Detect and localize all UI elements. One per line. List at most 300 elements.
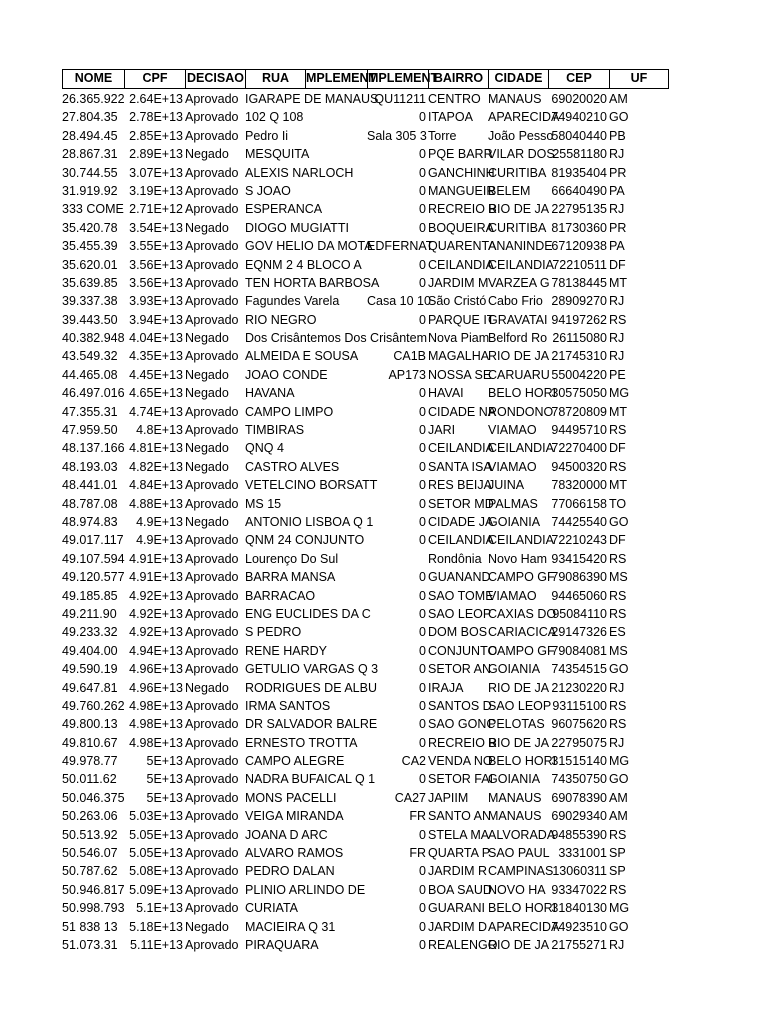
cell-bairro[interactable]: DOM BOS <box>428 625 488 640</box>
cell-cpf[interactable]: 5E+13 <box>146 790 183 805</box>
cell-uf[interactable]: RS <box>609 588 627 603</box>
cell-complemento[interactable]: 0 <box>419 386 426 401</box>
cell-uf[interactable]: GO <box>609 662 629 677</box>
cell-uf[interactable]: ES <box>609 625 626 640</box>
cell-rua[interactable]: RODRIGUES DE ALBU <box>245 680 377 695</box>
cell-cpf[interactable]: 2.78E+13 <box>129 110 183 125</box>
cell-cep[interactable]: 66640490 <box>551 183 607 198</box>
cell-rua[interactable]: ERNESTO TROTTA <box>245 735 358 750</box>
cell-decisao[interactable]: Aprovado <box>185 772 239 787</box>
cell-decisao[interactable]: Aprovado <box>185 717 239 732</box>
cell-cep[interactable]: 93347022 <box>551 882 607 897</box>
cell-rua[interactable]: MESQUITA <box>245 147 310 162</box>
cell-cep[interactable]: 74354515 <box>551 662 607 677</box>
cell-cep[interactable]: 74350750 <box>551 772 607 787</box>
cell-decisao[interactable]: Negado <box>185 386 229 401</box>
cell-cep[interactable]: 77066158 <box>551 496 607 511</box>
cell-complemento[interactable]: 0 <box>419 533 426 548</box>
header-rua[interactable]: RUA <box>245 69 305 89</box>
cell-cidade[interactable]: RIO DE JA <box>488 680 550 695</box>
cell-uf[interactable]: RS <box>609 551 627 566</box>
cell-cpf[interactable]: 2.85E+13 <box>129 128 183 143</box>
cell-nome[interactable]: 49.760.262 <box>62 698 125 713</box>
cell-nome[interactable]: 35.455.39 <box>62 239 118 254</box>
cell-complemento[interactable]: 0 <box>419 423 426 438</box>
cell-bairro[interactable]: QUARENTA <box>428 239 497 254</box>
cell-decisao[interactable]: Aprovado <box>185 551 239 566</box>
cell-rua[interactable]: MS 15 <box>245 496 282 511</box>
cell-uf[interactable]: MT <box>609 404 628 419</box>
header-cpf[interactable]: CPF <box>124 69 185 89</box>
cell-decisao[interactable]: Aprovado <box>185 294 239 309</box>
cell-nome[interactable]: 51.073.31 <box>62 937 118 952</box>
cell-cidade[interactable]: CARIACICA <box>488 625 557 640</box>
cell-cep[interactable]: 94465060 <box>551 588 607 603</box>
cell-nome[interactable]: 48.137.166 <box>62 441 125 456</box>
cell-uf[interactable]: RS <box>609 717 627 732</box>
cell-nome[interactable]: 51 838 13 <box>62 919 118 934</box>
cell-cidade[interactable]: GOIANIA <box>488 772 541 787</box>
cell-bairro[interactable]: HAVAI <box>428 386 464 401</box>
cell-cep[interactable]: 81935404 <box>551 165 607 180</box>
cell-uf[interactable]: RJ <box>609 735 625 750</box>
cell-bairro[interactable]: STELA MA <box>428 827 490 842</box>
cell-cpf[interactable]: 4.92E+13 <box>129 625 183 640</box>
cell-cidade[interactable]: CEILANDIA <box>488 257 554 272</box>
cell-nome[interactable]: 49.590.19 <box>62 662 118 677</box>
cell-bairro[interactable]: CEILANDIA <box>428 533 494 548</box>
cell-bairro[interactable]: NOSSA SE <box>428 367 492 382</box>
cell-rua[interactable]: S JOAO <box>245 183 291 198</box>
cell-rua[interactable]: S PEDRO <box>245 625 302 640</box>
cell-uf[interactable]: RJ <box>609 294 625 309</box>
cell-cpf[interactable]: 4.74E+13 <box>129 404 183 419</box>
cell-rua[interactable]: GETULIO VARGAS Q 3 <box>245 662 379 677</box>
cell-nome[interactable]: 49.107.594 <box>62 551 125 566</box>
cell-rua[interactable]: 102 Q 108 <box>245 110 304 125</box>
cell-nome[interactable]: 50.513.92 <box>62 827 118 842</box>
cell-rua[interactable]: ALVARO RAMOS <box>245 846 344 861</box>
cell-cidade[interactable]: SAO PAUL <box>488 846 550 861</box>
cell-cep[interactable]: 79084081 <box>551 643 607 658</box>
cell-rua[interactable]: TIMBIRAS <box>245 423 305 438</box>
cell-cep[interactable]: 31840130 <box>551 901 607 916</box>
cell-cep[interactable]: 55004220 <box>551 367 607 382</box>
cell-cidade[interactable]: MANAUS <box>488 790 542 805</box>
cell-rua[interactable]: PIRAQUARA <box>245 937 319 952</box>
cell-complemento[interactable] <box>367 550 428 568</box>
cell-uf[interactable]: RS <box>609 606 627 621</box>
cell-complemento[interactable]: 0 <box>419 165 426 180</box>
cell-decisao[interactable]: Aprovado <box>185 790 239 805</box>
cell-uf[interactable]: PR <box>609 165 627 180</box>
cell-nome[interactable]: 48.193.03 <box>62 459 118 474</box>
cell-cidade[interactable]: BELO HORI <box>488 901 557 916</box>
cell-cpf[interactable]: 3.54E+13 <box>129 220 183 235</box>
cell-cpf[interactable]: 3.07E+13 <box>129 165 183 180</box>
cell-bairro[interactable]: CEILANDIA <box>428 441 494 456</box>
cell-cep[interactable]: 21755271 <box>551 937 607 952</box>
cell-complemento[interactable]: QU11211 <box>374 92 426 106</box>
cell-rua[interactable]: BARRA MANSA <box>245 570 336 585</box>
cell-bairro[interactable]: Nova Piam <box>428 331 490 346</box>
cell-bairro[interactable]: SANTO AN <box>428 809 491 824</box>
cell-bairro[interactable]: CIDADE NA <box>428 404 497 419</box>
cell-complemento[interactable] <box>367 329 428 347</box>
cell-cpf[interactable]: 4.96E+13 <box>129 680 183 695</box>
cell-nome[interactable]: 49.978.77 <box>62 754 118 769</box>
cell-rua[interactable]: JOANA D ARC <box>245 827 328 842</box>
cell-cep[interactable]: 72270400 <box>551 441 607 456</box>
cell-decisao[interactable]: Aprovado <box>185 257 239 272</box>
cell-rua[interactable]: Lourenço Do Sul <box>245 551 339 566</box>
cell-bairro[interactable]: ITAPOA <box>428 110 473 125</box>
cell-bairro[interactable]: CEILANDIA <box>428 257 494 272</box>
cell-complemento[interactable]: 0 <box>419 312 426 327</box>
cell-cidade[interactable]: PELOTAS <box>488 717 545 732</box>
cell-cpf[interactable]: 4.94E+13 <box>129 643 183 658</box>
header-uf[interactable]: UF <box>609 69 669 89</box>
cell-complemento[interactable]: 0 <box>419 901 426 916</box>
cell-nome[interactable]: 49.185.85 <box>62 588 118 603</box>
cell-nome[interactable]: 50.011.62 <box>62 772 117 787</box>
cell-uf[interactable]: MT <box>609 275 628 290</box>
cell-cidade[interactable]: João Pesso <box>488 128 554 143</box>
cell-cidade[interactable]: CURITIBA <box>488 220 547 235</box>
cell-bairro[interactable]: CENTRO <box>428 92 481 106</box>
cell-rua[interactable]: Dos Crisântemos Dos Crisântem <box>245 331 427 346</box>
cell-cidade[interactable]: CAMPO GF <box>488 570 555 585</box>
cell-uf[interactable]: GO <box>609 110 629 125</box>
cell-cidade[interactable]: Belford Ro <box>488 331 548 346</box>
cell-bairro[interactable]: SAO GONC <box>428 717 496 732</box>
cell-cpf[interactable]: 3.55E+13 <box>129 239 183 254</box>
cell-nome[interactable]: 48.441.01 <box>62 478 118 493</box>
cell-rua[interactable]: VETELCINO BORSATT <box>245 478 378 493</box>
cell-uf[interactable]: RJ <box>609 349 625 364</box>
cell-nome[interactable]: 49.120.577 <box>62 570 125 585</box>
cell-cidade[interactable]: RIO DE JA <box>488 202 550 217</box>
cell-cpf[interactable]: 2.64E+13 <box>129 92 183 106</box>
cell-cidade[interactable]: MANAUS <box>488 92 542 106</box>
cell-decisao[interactable]: Negado <box>185 147 229 162</box>
cell-cpf[interactable]: 4.91E+13 <box>129 570 183 585</box>
cell-bairro[interactable]: PARQUE IT <box>428 312 495 327</box>
cell-cidade[interactable]: Cabo Frio <box>488 294 543 309</box>
cell-nome[interactable]: 47.355.31 <box>62 404 118 419</box>
cell-cidade[interactable]: CARUARU <box>488 367 550 382</box>
cell-complemento[interactable]: 0 <box>419 478 426 493</box>
cell-cidade[interactable]: BELO HORI <box>488 386 557 401</box>
cell-cpf[interactable]: 4.8E+13 <box>136 423 183 438</box>
cell-bairro[interactable]: Rondônia <box>428 551 482 566</box>
cell-cidade[interactable]: GOIANIA <box>488 514 541 529</box>
cell-bairro[interactable]: VENDA NO <box>428 754 493 769</box>
cell-nome[interactable]: 40.382.948 <box>62 331 125 346</box>
cell-uf[interactable]: PR <box>609 220 627 235</box>
cell-decisao[interactable]: Aprovado <box>185 349 239 364</box>
cell-bairro[interactable]: JARDIM R <box>428 864 488 879</box>
cell-rua[interactable]: MACIEIRA Q 31 <box>245 919 336 934</box>
header-cep[interactable]: CEP <box>548 69 609 89</box>
cell-cpf[interactable]: 5.18E+13 <box>129 919 183 934</box>
cell-complemento[interactable]: 0 <box>419 110 426 125</box>
cell-rua[interactable]: RIO NEGRO <box>245 312 317 327</box>
cell-decisao[interactable]: Aprovado <box>185 606 239 621</box>
cell-complemento[interactable]: 0 <box>419 514 426 529</box>
cell-bairro[interactable]: JARDIM M <box>428 275 489 290</box>
cell-cpf[interactable]: 3.94E+13 <box>129 312 183 327</box>
cell-complemento[interactable]: CA27 <box>394 790 426 805</box>
cell-cep[interactable]: 21745310 <box>551 349 607 364</box>
cell-rua[interactable]: ENG EUCLIDES DA C <box>245 606 371 621</box>
cell-rua[interactable]: PLINIO ARLINDO DE <box>245 882 366 897</box>
cell-cep[interactable]: 78138445 <box>551 275 607 290</box>
cell-decisao[interactable]: Aprovado <box>185 754 239 769</box>
cell-complemento[interactable]: Sala 305 3 <box>367 128 427 143</box>
cell-decisao[interactable]: Aprovado <box>185 882 239 897</box>
cell-cidade[interactable]: CEILANDIA <box>488 533 554 548</box>
cell-cep[interactable]: 78720809 <box>551 404 607 419</box>
cell-nome[interactable]: 49.404.00 <box>62 643 118 658</box>
cell-cpf[interactable]: 5.03E+13 <box>129 809 183 824</box>
cell-cidade[interactable]: CAMPO GF <box>488 643 555 658</box>
cell-nome[interactable]: 49.800.13 <box>62 717 118 732</box>
cell-cidade[interactable]: VILAR DOS <box>488 147 555 162</box>
cell-complemento[interactable]: 0 <box>419 882 426 897</box>
cell-nome[interactable]: 50.546.07 <box>62 846 118 861</box>
cell-nome[interactable]: 48.974.83 <box>62 514 118 529</box>
cell-complemento[interactable]: 0 <box>419 827 426 842</box>
cell-complemento[interactable]: 0 <box>419 570 426 585</box>
cell-complemento[interactable]: 0 <box>419 643 426 658</box>
cell-complemento[interactable]: 0 <box>419 183 426 198</box>
cell-rua[interactable]: ALMEIDA E SOUSA <box>245 349 359 364</box>
cell-complemento[interactable]: 0 <box>419 735 426 750</box>
cell-decisao[interactable]: Aprovado <box>185 846 239 861</box>
cell-rua[interactable]: GOV HELIO DA MOTA <box>245 239 373 254</box>
cell-cidade[interactable]: RIO DE JA <box>488 349 550 364</box>
cell-cidade[interactable]: VIAMAO <box>488 588 537 603</box>
cell-uf[interactable]: MG <box>609 901 630 916</box>
cell-bairro[interactable]: RECREIO B <box>428 735 497 750</box>
cell-cidade[interactable]: ANANINDE <box>488 239 553 254</box>
cell-rua[interactable]: Pedro Ii <box>245 128 289 143</box>
cell-uf[interactable]: MG <box>609 754 630 769</box>
cell-decisao[interactable]: Aprovado <box>185 496 239 511</box>
cell-decisao[interactable]: Aprovado <box>185 827 239 842</box>
cell-bairro[interactable]: MANGUEIR <box>428 183 496 198</box>
cell-complemento[interactable]: 0 <box>419 404 426 419</box>
cell-cidade[interactable]: JUINA <box>488 478 525 493</box>
cell-cpf[interactable]: 4.65E+13 <box>129 386 183 401</box>
cell-cep[interactable]: 79086390 <box>551 570 607 585</box>
cell-complemento[interactable]: Casa 10 10 <box>367 294 431 309</box>
cell-cep[interactable]: 31515140 <box>551 754 607 769</box>
cell-bairro[interactable]: CONJUNTO <box>428 643 498 658</box>
cell-rua[interactable]: ALEXIS NARLOCH <box>245 165 354 180</box>
cell-nome[interactable]: 50.787.62 <box>62 864 118 879</box>
cell-uf[interactable]: MG <box>609 386 630 401</box>
cell-uf[interactable]: GO <box>609 919 629 934</box>
cell-cpf[interactable]: 5.08E+13 <box>129 864 183 879</box>
cell-cpf[interactable]: 3.93E+13 <box>129 294 183 309</box>
cell-cep[interactable]: 96075620 <box>551 717 607 732</box>
cell-cep[interactable]: 94495710 <box>551 423 607 438</box>
cell-rua[interactable]: PEDRO DALAN <box>245 864 335 879</box>
cell-uf[interactable]: RJ <box>609 331 625 346</box>
cell-bairro[interactable]: SAO LEOP <box>428 606 492 621</box>
cell-uf[interactable]: MS <box>609 643 628 658</box>
cell-cpf[interactable]: 4.82E+13 <box>129 459 183 474</box>
cell-nome[interactable]: 50.046.375 <box>62 790 125 805</box>
cell-complemento[interactable]: 0 <box>419 937 426 952</box>
cell-nome[interactable]: 49.810.67 <box>62 735 118 750</box>
cell-cpf[interactable]: 4.98E+13 <box>129 735 183 750</box>
cell-nome[interactable]: 50.998.793 <box>62 901 125 916</box>
cell-complemento[interactable]: 0 <box>419 662 426 677</box>
cell-complemento[interactable]: 0 <box>419 496 426 511</box>
cell-cpf[interactable]: 4.04E+13 <box>129 331 183 346</box>
cell-cep[interactable]: 3331001 <box>558 846 607 861</box>
cell-cpf[interactable]: 4.91E+13 <box>129 551 183 566</box>
cell-bairro[interactable]: RECREIO B <box>428 202 497 217</box>
cell-rua[interactable]: JOAO CONDE <box>245 367 328 382</box>
cell-cep[interactable]: 26115080 <box>552 331 607 346</box>
cell-bairro[interactable]: IRAJA <box>428 680 464 695</box>
cell-complemento[interactable]: 0 <box>419 147 426 162</box>
cell-cpf[interactable]: 4.92E+13 <box>129 606 183 621</box>
cell-nome[interactable]: 28.494.45 <box>62 128 118 143</box>
cell-complemento[interactable]: 0 <box>419 680 426 695</box>
cell-rua[interactable]: ANTONIO LISBOA Q 1 <box>245 514 374 529</box>
cell-decisao[interactable]: Aprovado <box>185 937 239 952</box>
cell-cpf[interactable]: 4.9E+13 <box>136 514 183 529</box>
cell-nome[interactable]: 44.465.08 <box>62 367 118 382</box>
cell-cidade[interactable]: BELO HORI <box>488 754 557 769</box>
cell-bairro[interactable]: SETOR FAI <box>428 772 494 787</box>
cell-complemento[interactable]: 0 <box>419 919 426 934</box>
cell-decisao[interactable]: Aprovado <box>185 570 239 585</box>
cell-cidade[interactable]: RONDONO <box>488 404 554 419</box>
cell-cpf[interactable]: 4.81E+13 <box>129 441 183 456</box>
cell-uf[interactable]: MS <box>609 570 628 585</box>
cell-nome[interactable]: 47.959.50 <box>62 423 118 438</box>
cell-uf[interactable]: AM <box>609 92 628 106</box>
cell-cpf[interactable]: 4.92E+13 <box>129 588 183 603</box>
cell-cpf[interactable]: 3.19E+13 <box>129 183 183 198</box>
cell-uf[interactable]: PE <box>609 367 626 382</box>
cell-decisao[interactable]: Negado <box>185 680 229 695</box>
cell-uf[interactable]: DF <box>609 257 626 272</box>
cell-cidade[interactable]: NOVO HA <box>488 882 546 897</box>
cell-bairro[interactable]: MAGALHA <box>428 349 490 364</box>
cell-rua[interactable]: Fagundes Varela <box>245 294 340 309</box>
cell-nome[interactable]: 49.647.81 <box>62 680 118 695</box>
cell-complemento[interactable]: 0 <box>419 864 426 879</box>
cell-complemento[interactable]: AP173 <box>388 367 426 382</box>
cell-uf[interactable]: GO <box>609 772 629 787</box>
cell-bairro[interactable]: QUARTA P <box>428 846 491 861</box>
cell-rua[interactable]: RENE HARDY <box>245 643 327 658</box>
cell-cpf[interactable]: 3.56E+13 <box>129 275 183 290</box>
cell-rua[interactable]: EQNM 2 4 BLOCO A <box>245 257 362 272</box>
cell-nome[interactable]: 27.804.35 <box>62 110 118 125</box>
cell-cep[interactable]: 94855390 <box>551 827 607 842</box>
cell-cpf[interactable]: 4.35E+13 <box>129 349 183 364</box>
cell-uf[interactable]: RJ <box>609 147 625 162</box>
cell-bairro[interactable]: JAPIIM <box>428 790 469 805</box>
cell-cep[interactable]: 67120938 <box>551 239 607 254</box>
cell-decisao[interactable]: Aprovado <box>185 110 239 125</box>
cell-cidade[interactable]: CAXIAS DO <box>488 606 557 621</box>
cell-cpf[interactable]: 3.56E+13 <box>129 257 183 272</box>
cell-cep[interactable]: 94500320 <box>551 459 607 474</box>
cell-cep[interactable]: 78320000 <box>551 478 607 493</box>
cell-cep[interactable]: 69020020 <box>551 92 607 106</box>
cell-complemento[interactable]: 0 <box>419 202 426 217</box>
cell-cpf[interactable]: 5.11E+13 <box>130 937 183 952</box>
cell-bairro[interactable]: São Cristó <box>428 294 487 309</box>
cell-cidade[interactable]: SAO LEOP <box>488 698 552 713</box>
cell-nome[interactable]: 31.919.92 <box>62 183 118 198</box>
cell-bairro[interactable]: SETOR MD <box>428 496 494 511</box>
cell-decisao[interactable]: Aprovado <box>185 202 239 217</box>
cell-cep[interactable]: 74940210 <box>551 110 607 125</box>
cell-nome[interactable]: 35.639.85 <box>62 275 118 290</box>
cell-uf[interactable]: RJ <box>609 202 625 217</box>
cell-complemento[interactable]: FR <box>409 809 426 824</box>
cell-complemento[interactable]: 0 <box>419 717 426 732</box>
cell-cidade[interactable]: Novo Ham <box>488 551 548 566</box>
cell-nome[interactable]: 48.787.08 <box>62 496 118 511</box>
cell-cpf[interactable]: 4.96E+13 <box>129 662 183 677</box>
cell-rua[interactable]: CAMPO ALEGRE <box>245 754 345 769</box>
cell-cpf[interactable]: 4.9E+13 <box>136 533 183 548</box>
cell-cpf[interactable]: 4.98E+13 <box>129 717 183 732</box>
cell-cep[interactable]: 72210511 <box>552 257 607 272</box>
cell-complemento[interactable]: 0 <box>419 606 426 621</box>
cell-decisao[interactable]: Negado <box>185 367 229 382</box>
cell-rua[interactable]: ESPERANCA <box>245 202 323 217</box>
cell-uf[interactable]: RS <box>609 882 627 897</box>
header-nome[interactable]: NOME <box>62 69 124 89</box>
cell-bairro[interactable]: GUANAND <box>428 570 491 585</box>
header-bairro[interactable]: BAIRRO <box>428 69 488 89</box>
cell-rua[interactable]: DIOGO MUGIATTI <box>245 220 349 235</box>
cell-decisao[interactable]: Aprovado <box>185 183 239 198</box>
cell-uf[interactable]: RS <box>609 423 627 438</box>
cell-cidade[interactable]: RIO DE JA <box>488 937 550 952</box>
cell-cpf[interactable]: 5E+13 <box>146 772 183 787</box>
cell-complemento[interactable]: 0 <box>419 588 426 603</box>
cell-nome[interactable]: 35.420.78 <box>62 220 118 235</box>
cell-rua[interactable]: QNM 24 CONJUNTO <box>245 533 365 548</box>
cell-cep[interactable]: 28909270 <box>551 294 607 309</box>
cell-rua[interactable]: CASTRO ALVES <box>245 459 340 474</box>
header-complemento-1[interactable]: MPLEMENT <box>305 69 367 89</box>
cell-rua[interactable]: BARRACAO <box>245 588 316 603</box>
cell-cidade[interactable]: APARECIDA <box>488 110 560 125</box>
cell-cep[interactable]: 93115100 <box>552 698 607 713</box>
cell-rua[interactable]: DR SALVADOR BALRE <box>245 717 378 732</box>
cell-complemento[interactable]: 0 <box>419 220 426 235</box>
cell-cep[interactable]: 29147326 <box>551 625 607 640</box>
cell-cep[interactable]: 74923510 <box>551 919 607 934</box>
cell-cep[interactable]: 69029340 <box>551 809 607 824</box>
cell-complemento[interactable]: FR <box>409 846 426 861</box>
cell-complemento[interactable]: 0 <box>419 625 426 640</box>
